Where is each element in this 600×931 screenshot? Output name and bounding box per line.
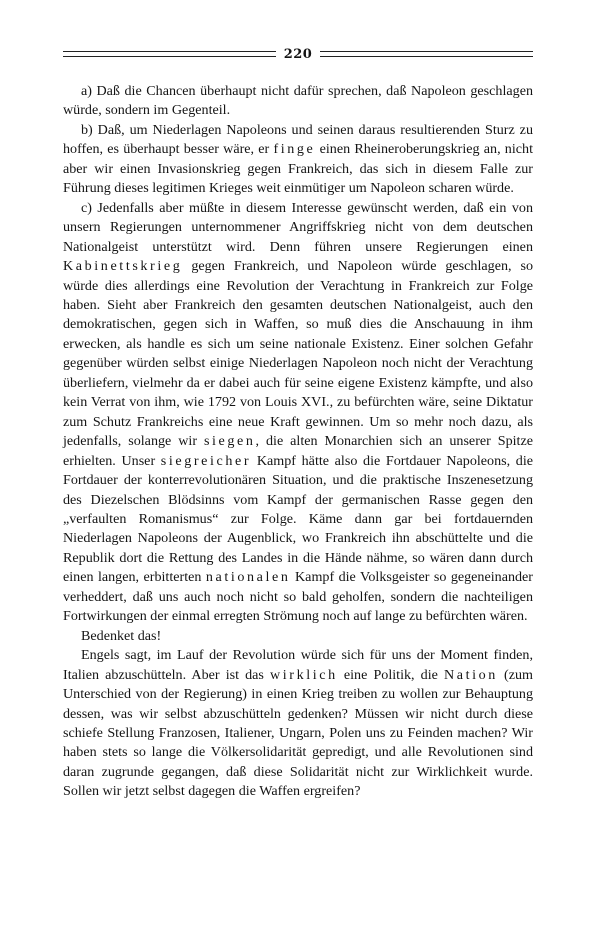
text-run: gegen Frankreich, und Napoleon würde geschlagen, so würde dies allerdings eine Revolution der Verachtung in Frankreich zur Folge haben. Sieht aber Frankreich den gesamten deutschen Nationalgeist, auch den demokratischen, gegen sich in Waffen, so muß dies die Anschauung in ihm erwecken, als handle es sich um seine nationale Existenz. Einer solchen Gefahr gegenüber würden selbst einige Niederlagen Napoleon noch nicht der Verachtung überliefern, vielmehr da er dabei auch für seine eigene Existenz kämpfte, und also kein Verrat von ihm, wie 1792 von Louis XVI., zu befürchten wäre, seine Diktatur zum Schutz Frankreichs eine neue Kraft gewinnen. Um so mehr noch dazu, als jedenfalls, solange wir — [63, 258, 533, 450]
emphasized-text: wirklich — [270, 666, 338, 683]
text-run: Engels sagt, im Lauf der Revolution würde sich für uns der Moment finden, Italien abzuschütteln. Aber ist das — [63, 647, 533, 683]
text-run: Kampf hätte also die Fortdauer Napoleons, die Fortdauer der konterrevolutionären Situation, und die praktische Inszenesetzung des Diezelschen Blödsinns vom Kampf der germanischen Rasse gegen den „verfaulten Romanismus“ zur Folge. Käme dann gar bei fortdauernden Niederlagen Napoleons der Augenblick, wo Frankreich ihn abschüttelte und die Republik dort die Rettung des Landes in die Hände nähme, so wären dann durch einen langen, erbitterten — [63, 452, 533, 586]
text-run: c) Jedenfalls aber müßte in diesem Interesse gewünscht werden, daß ein von unsern Regierungen unternommener Angriffskrieg nicht von dem deutschen Nationalgeist unterstützt wird. Denn führen unsere Regierungen einen — [63, 199, 533, 255]
running-header — [63, 44, 533, 64]
text-run: eine Politik, die — [337, 666, 444, 683]
body-text — [63, 82, 533, 802]
text-run: b) Daß, um Niederlagen Napoleons und seinen daraus resultierenden Sturz zu hoffen, es überhaupt besser wäre, er — [63, 121, 533, 158]
emphasized-text: finge — [273, 141, 316, 158]
text-run: Bedenket das! — [81, 627, 162, 644]
text-run: Kampf die Volksgeister so gegeneinander verheddert, daß uns auch noch nicht so bald geholfen, sondern die nachteiligen Fortwirkungen der einmal erregten Strömung noch auf lange zu befürchten wären. — [63, 569, 534, 625]
text-run: a) Daß die Chancen überhaupt nicht dafür sprechen, daß Napoleon geschlagen würde, sondern im Gegenteil. — [63, 83, 533, 119]
text-run: , die alten Monarchien sich an unserer Spitze erhielten. Unser — [63, 433, 533, 469]
paragraph — [63, 646, 533, 802]
paragraph — [63, 199, 533, 627]
book-page — [63, 44, 533, 802]
paragraph — [63, 82, 533, 121]
emphasized-text: siegreicher — [160, 452, 252, 469]
emphasized-text: Nation — [443, 666, 498, 683]
header-rule-left — [63, 51, 276, 57]
header-rule-right — [320, 51, 533, 57]
page-number: 220 — [283, 46, 313, 62]
emphasized-text: nationalen — [205, 569, 291, 586]
emphasized-text: Kabinettskrieg — [63, 258, 183, 275]
text-run: einen Rheineroberungskrieg an, nicht aber wir einen Invasionskrieg gegen Frankreich, das sich in diesem Falle zur Führung dieses legitimen Krieges weit einmütiger um Napoleon scharen würde. — [63, 141, 533, 197]
emphasized-text: siegen — [203, 433, 256, 450]
paragraph — [63, 121, 533, 199]
text-run: (zum Unterschied von der Regierung) in einen Krieg treiben zu wollen zur Behauptung dessen, was wir selbst abzuschütteln gedenken? Müssen wir nicht durch diese schiefe Stellung Franzosen, Italiener, Ungarn, Polen uns zu Feinden machen? Wir haben stets so lange die Völkersolidarität gepredigt, und alle Revolutionen sind daran zugrunde gegangen, daß diese Solidarität nicht zur Wirklichkeit wurde. Sollen wir jetzt selbst dagegen die Waffen ergreifen? — [63, 666, 534, 800]
paragraph — [63, 627, 533, 646]
